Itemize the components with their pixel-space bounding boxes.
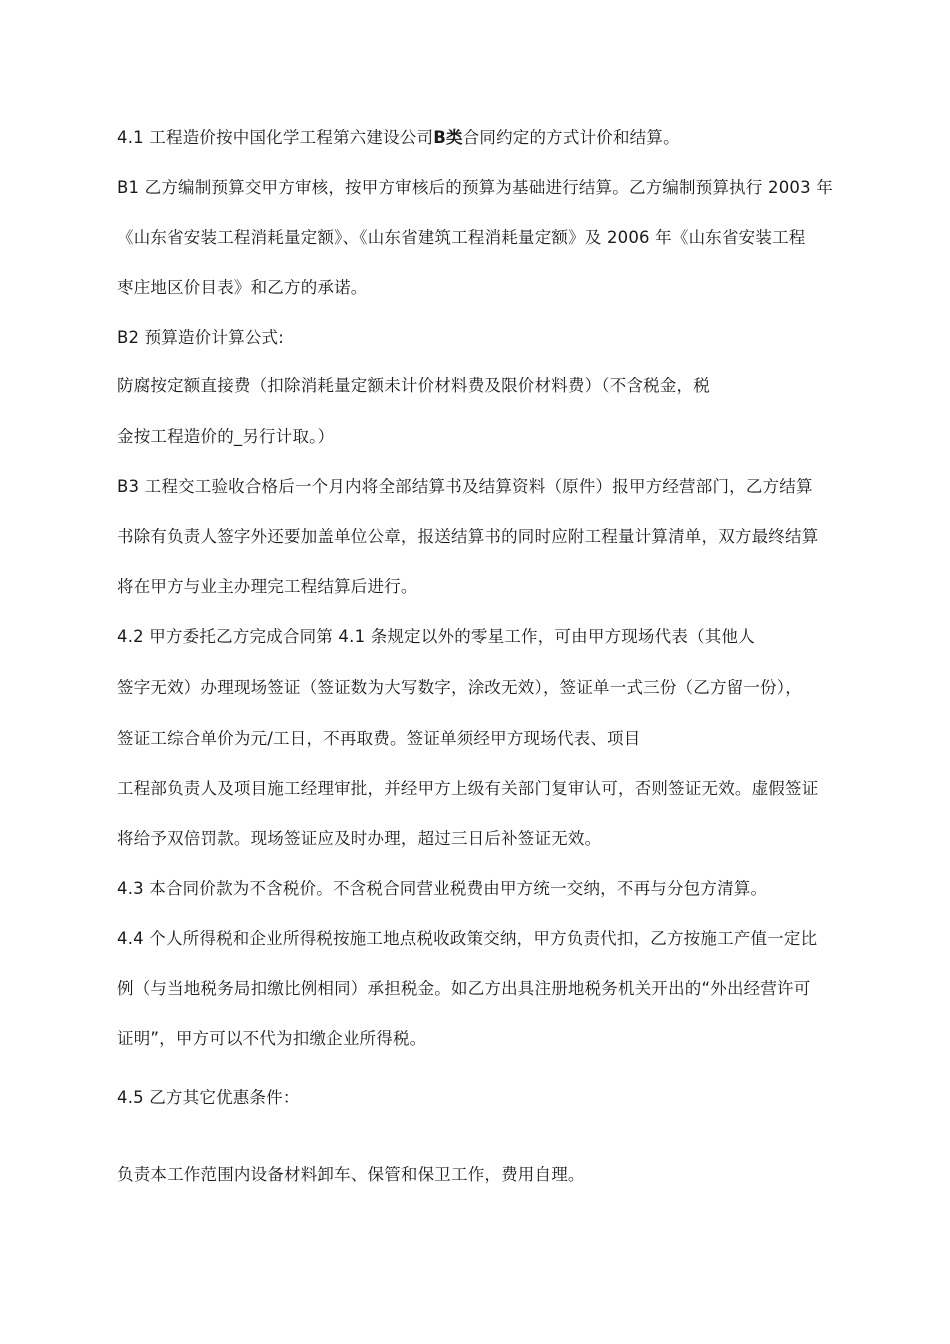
clause-4-3-line: 4.3 本合同价款为不含税价。不含税合同营业税费由甲方统一交纳，不再与分包方清算。 <box>117 879 768 898</box>
clause-4-2-line-1: 4.2 甲方委托乙方完成合同第 4.1 条规定以外的零星工作，可由甲方现场代表（其他人 <box>117 627 755 646</box>
clause-b3-line-3: 将在甲方与业主办理完工程结算后进行。 <box>117 577 418 596</box>
clause-b3-line-1: B3 工程交工验收合格后一个月内将全部结算书及结算资料（原件）报甲方经营部门，乙方结算 <box>117 477 813 496</box>
clause-4-4-line-2: 例（与当地税务局扣缴比例相同）承担税金。如乙方出具注册地税务机关开出的“外出经营许可 <box>117 979 811 998</box>
clause-4-2-line-5: 将给予双倍罚款。现场签证应及时办理，超过三日后补签证无效。 <box>117 829 602 848</box>
clause-b2-heading: B2 预算造价计算公式: <box>117 328 285 347</box>
clause-4-4-line-3: 证明”，甲方可以不代为扣缴企业所得税。 <box>117 1029 427 1048</box>
clause-b1-line-2: 《山东省安装工程消耗量定额》、《山东省建筑工程消耗量定额》及 2006 年《山东省安装工程 <box>117 228 806 247</box>
clause-b2-line-2: 金按工程造价的_另行计取。） <box>117 427 335 446</box>
clause-4-4-line-1: 4.4 个人所得税和企业所得税按施工地点税收政策交纳，甲方负责代扣，乙方按施工产值一定比 <box>117 929 818 948</box>
clause-4-2-line-3: 签证工综合单价为元/工日，不再取费。签证单须经甲方现场代表、项目 <box>117 729 641 748</box>
clause-b2-line-1: 防腐按定额直接费（扣除消耗量定额未计价材料费及限价材料费）（不含税金，税 <box>117 376 710 395</box>
b-class-emphasis: B类 <box>433 128 463 147</box>
clause-4-2-line-4: 工程部负责人及项目施工经理审批，并经甲方上级有关部门复审认可，否则签证无效。虚假签证 <box>117 779 819 798</box>
clause-4-2-line-2: 签字无效）办理现场签证（签证数为大写数字，涂改无效），签证单一式三份（乙方留一份）， <box>117 678 802 697</box>
clause-4-5-heading: 4.5 乙方其它优惠条件： <box>117 1088 300 1107</box>
clause-b3-line-2: 书除有负责人签字外还要加盖单位公章，报送结算书的同时应附工程量计算清单，双方最终结算 <box>117 527 819 546</box>
clause-4-1-line: 4.1 工程造价按中国化学工程第六建设公司B类合同约定的方式计价和结算。 <box>117 128 680 147</box>
clause-b1-line-1: B1 乙方编制预算交甲方审核，按甲方审核后的预算为基础进行结算。乙方编制预算执行 2003 年 <box>117 178 833 197</box>
clause-b1-line-3: 枣庄地区价目表》和乙方的承诺。 <box>117 278 368 297</box>
clause-4-5-body: 负责本工作范围内设备材料卸车、保管和保卫工作，费用自理。 <box>117 1165 585 1184</box>
